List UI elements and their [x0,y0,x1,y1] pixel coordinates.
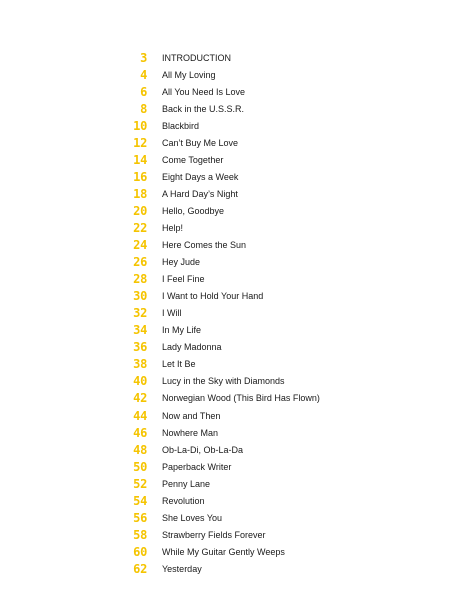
toc-song-title: Here Comes the Sun [162,240,247,251]
toc-page-number: 28 [133,272,147,287]
toc-page-number: 42 [133,391,147,406]
toc-page-number: 40 [133,374,147,389]
toc-song-title: Hello, Goodbye [162,205,225,216]
toc-page-number: 32 [133,306,147,321]
toc-entry[interactable] [0,424,460,441]
toc-page-number: 48 [133,442,147,457]
table-of-contents [0,49,460,577]
toc-song-title: In My Life [162,325,202,336]
toc-page-number: 24 [133,238,147,253]
toc-song-title: Yesterday [162,563,202,574]
toc-song-title: I Feel Fine [162,274,205,285]
toc-page-number: 56 [133,510,147,525]
toc-entry[interactable] [0,237,460,254]
toc-entry[interactable] [0,509,460,526]
toc-page-number: 3 [140,50,147,65]
toc-entry[interactable] [0,66,460,83]
toc-entry[interactable] [0,100,460,117]
toc-entry[interactable] [0,83,460,100]
toc-entry[interactable] [0,441,460,458]
toc-song-title: Help! [162,222,184,233]
toc-song-title: Lucy in the Sky with Diamonds [162,376,285,387]
toc-song-title: Paperback Writer [162,461,232,472]
toc-entry[interactable] [0,254,460,271]
toc-song-title: INTRODUCTION [162,52,231,63]
toc-entry[interactable] [0,202,460,219]
toc-entry[interactable] [0,117,460,134]
toc-song-title: She Loves You [162,512,223,523]
toc-song-title: Norwegian Wood (This Bird Has Flown) [162,393,320,404]
toc-song-title: While My Guitar Gently Weeps [162,546,285,557]
toc-song-title: Penny Lane [162,478,211,489]
toc-entry[interactable] [0,288,460,305]
toc-page-number: 18 [133,186,147,201]
toc-song-title: A Hard Day’s Night [162,188,238,199]
toc-page-number: 6 [140,84,147,99]
toc-song-title: Revolution [162,495,205,506]
toc-page-number: 54 [133,493,147,508]
toc-page-number: 36 [133,340,147,355]
toc-page-number: 50 [133,459,147,474]
toc-entry[interactable] [0,185,460,202]
toc-song-title: Back in the U.S.S.R. [162,103,245,114]
toc-song-title: Ob-La-Di, Ob-La-Da [162,444,244,455]
toc-page-number: 12 [133,135,147,150]
toc-song-title: All You Need Is Love [162,86,246,97]
toc-page-number: 4 [140,67,147,82]
toc-entry[interactable] [0,458,460,475]
toc-song-title: Lady Madonna [162,342,222,353]
toc-entry[interactable] [0,339,460,356]
toc-entry[interactable] [0,219,460,236]
toc-page-number: 20 [133,203,147,218]
toc-song-title: Can’t Buy Me Love [162,137,239,148]
toc-song-title: Now and Then [162,410,221,421]
toc-page-number: 26 [133,255,147,270]
toc-entry[interactable] [0,475,460,492]
toc-song-title: Eight Days a Week [162,171,239,182]
toc-song-title: All My Loving [162,69,216,80]
toc-song-title: Blackbird [162,120,200,131]
toc-song-title: Nowhere Man [162,427,219,438]
toc-song-title: I Want to Hold Your Hand [162,291,264,302]
toc-entry[interactable] [0,305,460,322]
toc-page-number: 8 [140,101,147,116]
toc-entry[interactable] [0,322,460,339]
toc-page-number: 46 [133,425,147,440]
toc-entry[interactable] [0,151,460,168]
toc-entry[interactable] [0,271,460,288]
toc-song-title: Come Together [162,154,224,165]
toc-entry[interactable] [0,373,460,390]
toc-page-number: 10 [133,118,147,133]
toc-page-number: 62 [133,561,147,576]
toc-page-number: 30 [133,289,147,304]
toc-song-title: Let It Be [162,359,196,370]
toc-song-title: Hey Jude [162,257,201,268]
toc-page-number: 38 [133,357,147,372]
toc-entry[interactable] [0,543,460,560]
toc-song-title: I Will [162,308,182,319]
toc-entry[interactable] [0,168,460,185]
toc-entry[interactable] [0,134,460,151]
toc-entry[interactable] [0,49,460,66]
toc-entry[interactable] [0,492,460,509]
toc-entry[interactable] [0,526,460,543]
toc-entry[interactable] [0,390,460,407]
toc-song-title: Strawberry Fields Forever [162,529,266,540]
toc-entry[interactable] [0,560,460,577]
toc-entry[interactable] [0,407,460,424]
toc-page-number: 44 [133,408,147,423]
toc-page-number: 52 [133,476,147,491]
toc-page-number: 16 [133,169,147,184]
toc-entry[interactable] [0,356,460,373]
toc-page-number: 58 [133,527,147,542]
toc-page-number: 60 [133,544,147,559]
toc-page-number: 22 [133,220,147,235]
toc-page-number: 14 [133,152,147,167]
toc-page-number: 34 [133,323,147,338]
